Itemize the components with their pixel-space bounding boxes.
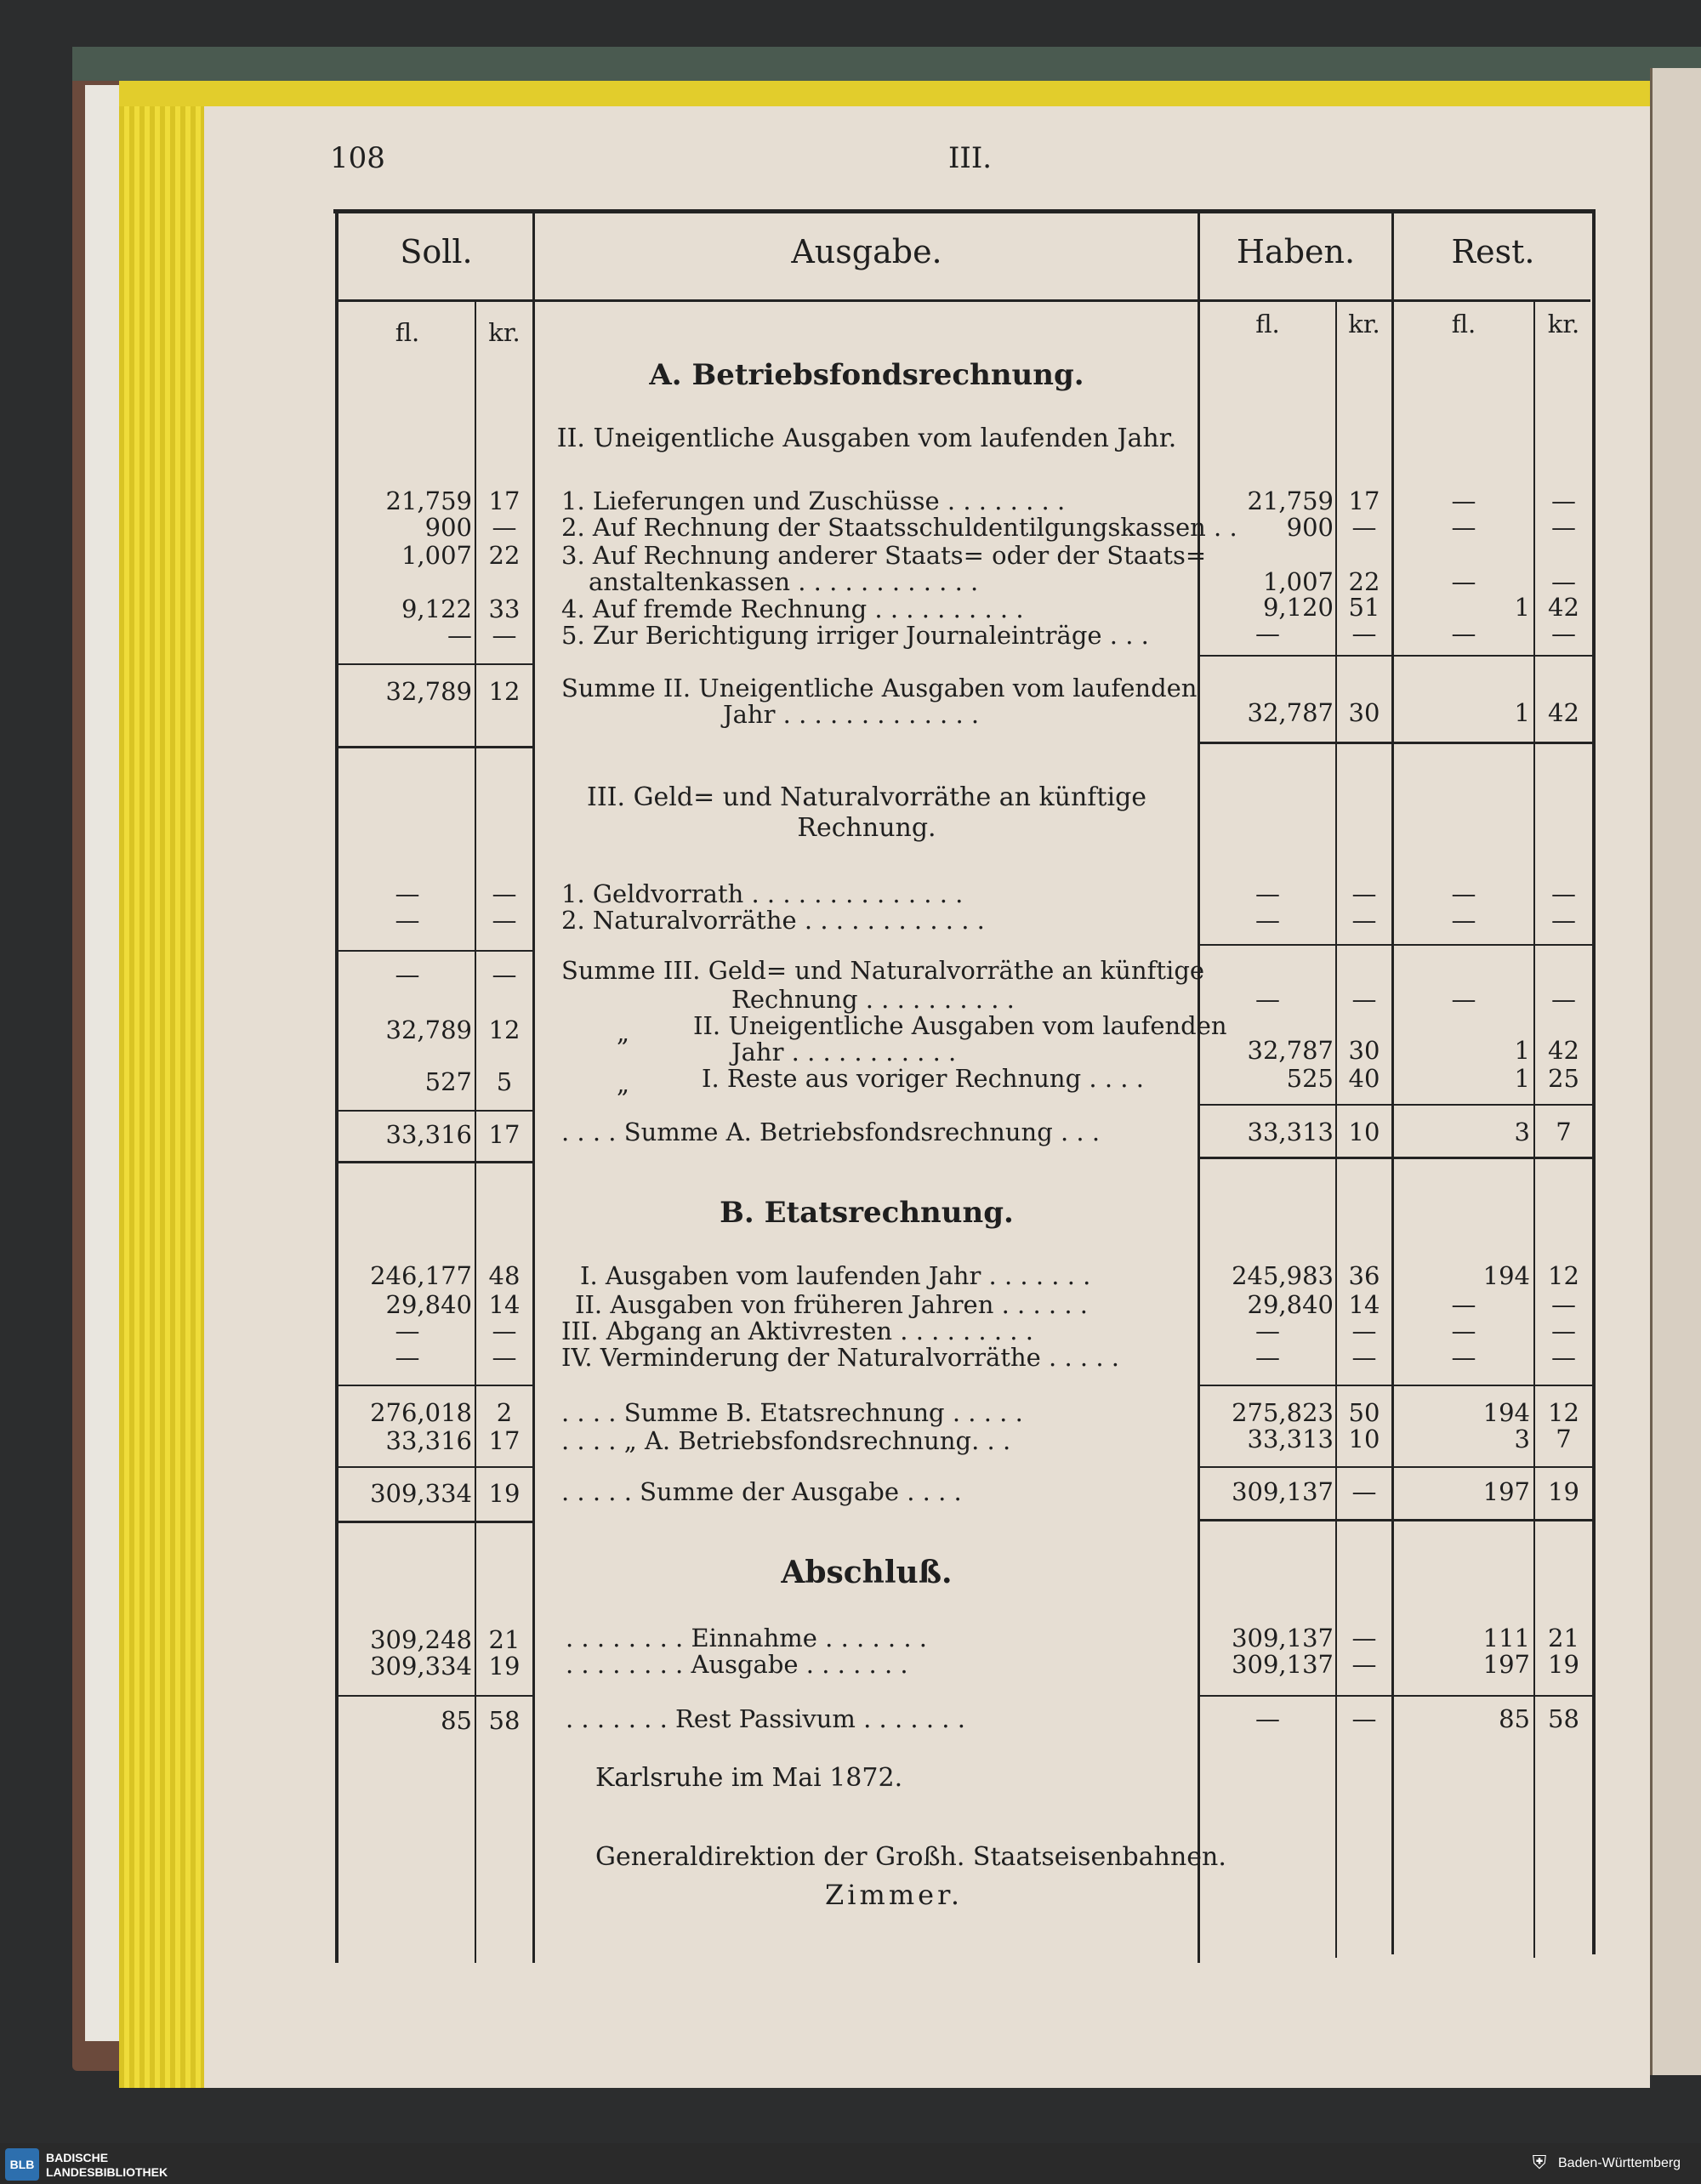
- soll-fl: 9,122: [401, 594, 472, 623]
- haben-fl: 309,137: [1232, 1477, 1334, 1506]
- soll-fl: —: [395, 1317, 420, 1345]
- row-label-cont: Jahr . . . . . . . . . . . . .: [723, 700, 980, 729]
- haben-fl: 525: [1286, 1064, 1334, 1093]
- row-label: . . . . . . . . Ausgabe . . . . . . .: [566, 1650, 908, 1679]
- soll-kr: —: [492, 1343, 517, 1372]
- rest-fl: 3: [1514, 1118, 1530, 1146]
- rule: [1200, 1695, 1592, 1697]
- rest-fl: 194: [1482, 1398, 1530, 1427]
- table-right-rule: [1592, 211, 1596, 1954]
- soll-kr: 14: [488, 1290, 521, 1319]
- soll-kr-unit: kr.: [488, 318, 521, 347]
- rule: [338, 1466, 532, 1468]
- row-label: III. Abgang an Aktivresten . . . . . . . . .: [561, 1317, 1033, 1345]
- rest-kr: 7: [1556, 1425, 1572, 1453]
- section-number: III.: [948, 141, 993, 175]
- ditto-mark: „: [617, 1069, 630, 1098]
- rest-fl: 3: [1514, 1425, 1530, 1453]
- rule: [338, 746, 532, 748]
- soll-fl: —: [395, 906, 420, 935]
- row-label: II. Uneigentliche Ausgaben vom laufenden: [693, 1011, 1227, 1040]
- haben-kr: —: [1351, 1317, 1377, 1345]
- haben-kr: —: [1351, 1343, 1377, 1372]
- haben-kr: 22: [1348, 567, 1380, 596]
- rule: [338, 1385, 532, 1386]
- row-label: 1. Lieferungen und Zuschüsse . . . . . . . .: [561, 486, 1066, 515]
- haben-fl: 245,983: [1232, 1261, 1334, 1290]
- section-a-title: A. Betriebsfondsrechnung.: [649, 358, 1084, 392]
- haben-kr: 10: [1348, 1118, 1380, 1146]
- row-label-cont: Rechnung . . . . . . . . . .: [731, 985, 1015, 1014]
- state-name: Baden-Württemberg: [1558, 2156, 1681, 2170]
- blb-logo: BLB: [5, 2148, 39, 2181]
- haben-kr: —: [1351, 513, 1377, 542]
- haben-fl: 33,313: [1247, 1425, 1334, 1453]
- rest-kr: —: [1551, 486, 1576, 515]
- haben-kr: —: [1351, 1704, 1377, 1733]
- soll-fl: 309,334: [370, 1479, 472, 1508]
- soll-fl: 276,018: [370, 1398, 472, 1427]
- rest-fl: —: [1451, 906, 1476, 935]
- rest-kr-unit: kr.: [1547, 310, 1580, 338]
- soll-kr: 21: [488, 1625, 521, 1654]
- soll-fl: 309,334: [370, 1652, 472, 1681]
- haben-fl: 33,313: [1247, 1118, 1334, 1146]
- haben-fl: —: [1255, 1317, 1280, 1345]
- soll-kr: 2: [496, 1398, 513, 1427]
- soll-kr: 17: [488, 486, 521, 515]
- rest-kr: —: [1551, 619, 1576, 648]
- row-label: II. Ausgaben von früheren Jahren . . . . . .: [575, 1290, 1089, 1319]
- page-edge-yellow: [119, 81, 213, 2088]
- rule: [1200, 1519, 1592, 1521]
- haben-kr-unit: kr.: [1348, 310, 1380, 338]
- haben-kr: —: [1351, 879, 1377, 908]
- header-rule: [338, 299, 1590, 302]
- soll-fl: 309,248: [370, 1625, 472, 1654]
- rest-header: Rest.: [1451, 233, 1535, 270]
- soll-kr: 17: [488, 1426, 521, 1455]
- soll-kr: —: [492, 1317, 517, 1345]
- soll-fl: 33,316: [385, 1120, 472, 1149]
- table-top-rule: [333, 209, 1596, 213]
- rest-fl: —: [1451, 985, 1476, 1014]
- haben-kr: 36: [1348, 1261, 1380, 1290]
- soll-kr: 17: [488, 1120, 521, 1149]
- haben-kr: 50: [1348, 1398, 1380, 1427]
- haben-fl: 309,137: [1232, 1624, 1334, 1652]
- soll-kr: 19: [488, 1479, 521, 1508]
- soll-kr: 33: [488, 594, 521, 623]
- haben-fl: 21,759: [1247, 486, 1334, 515]
- library-name-line1: BADISCHE: [46, 2151, 109, 2164]
- soll-fl: 32,789: [385, 1015, 472, 1044]
- haben-fl: 9,120: [1262, 593, 1334, 622]
- haben-kr: 30: [1348, 698, 1380, 727]
- soll-fl: 21,759: [385, 486, 472, 515]
- rest-kr: 25: [1548, 1064, 1579, 1093]
- soll-fl: —: [447, 621, 472, 650]
- soll-fl: 32,789: [385, 677, 472, 706]
- row-label: 1. Geldvorrath . . . . . . . . . . . . . .: [561, 879, 964, 908]
- book-spine-top: [72, 47, 1701, 81]
- haben-fl: 275,823: [1232, 1398, 1334, 1427]
- closing-title: Abschluß.: [781, 1555, 953, 1590]
- haben-fl: —: [1255, 879, 1280, 908]
- soll-fl: —: [395, 960, 420, 989]
- rest-fl: —: [1451, 567, 1476, 596]
- rest-fl: 1: [1514, 593, 1530, 622]
- haben-fl: 309,137: [1232, 1650, 1334, 1679]
- haben-fl: 32,787: [1247, 1036, 1334, 1065]
- haben-fl: —: [1255, 985, 1280, 1014]
- row-label: 3. Auf Rechnung anderer Staats= oder der Staats=: [561, 541, 1207, 570]
- haben-fl: —: [1255, 906, 1280, 935]
- section-b-title: B. Etatsrechnung.: [720, 1196, 1014, 1230]
- haben-kr: —: [1351, 1624, 1377, 1652]
- haben-fl: 29,840: [1247, 1290, 1334, 1319]
- rest-fl: 197: [1482, 1650, 1530, 1679]
- rest-kr: 42: [1548, 698, 1579, 727]
- row-label: I. Ausgaben vom laufenden Jahr . . . . . . .: [580, 1261, 1091, 1290]
- rule: [338, 1521, 532, 1523]
- row-label: . . . . „ A. Betriebsfondsrechnung. . .: [561, 1426, 1011, 1455]
- haben-fl: —: [1255, 1343, 1280, 1372]
- rule: [1200, 655, 1592, 657]
- rest-fl: —: [1451, 1343, 1476, 1372]
- haben-fl-unit: fl.: [1255, 310, 1280, 338]
- rest-kr: —: [1551, 1343, 1576, 1372]
- haben-kr: 30: [1348, 1036, 1380, 1065]
- rest-kr: 19: [1548, 1650, 1579, 1679]
- rest-kr: —: [1551, 906, 1576, 935]
- rest-fl-unit: fl.: [1451, 310, 1476, 338]
- rest-kr: —: [1551, 513, 1576, 542]
- soll-fl: 29,840: [385, 1290, 472, 1319]
- rest-kr: —: [1551, 985, 1576, 1014]
- row-label: 2. Auf Rechnung der Staatsschuldentilgungskassen . .: [561, 513, 1237, 542]
- section-a-subtitle-3: III. Geld= und Naturalvorräthe an künftige: [586, 782, 1147, 812]
- soll-fl: 900: [424, 513, 472, 542]
- row-label-cont: anstaltenkassen . . . . . . . . . . . .: [589, 567, 979, 596]
- soll-kr: 48: [488, 1261, 521, 1290]
- rest-fl: 85: [1499, 1704, 1530, 1733]
- row-label-cont: Jahr . . . . . . . . . . .: [731, 1038, 957, 1066]
- row-label: Summe III. Geld= und Naturalvorräthe an künftige: [561, 956, 1205, 985]
- row-label: 2. Naturalvorräthe . . . . . . . . . . . .: [561, 906, 985, 935]
- row-label: . . . . . . . Rest Passivum . . . . . . .: [566, 1704, 965, 1733]
- haben-kr: —: [1351, 619, 1377, 648]
- rest-fl: 197: [1482, 1477, 1530, 1506]
- rest-kr: —: [1551, 1317, 1576, 1345]
- soll-kr: 22: [488, 541, 521, 570]
- rest-fl: 1: [1514, 1036, 1530, 1065]
- issuing-authority: Generaldirektion der Großh. Staatseisenbahnen.: [595, 1842, 1226, 1872]
- rest-fl: —: [1451, 486, 1476, 515]
- haben-kr: 40: [1348, 1064, 1380, 1093]
- rest-fl: —: [1451, 513, 1476, 542]
- signatory: Zimmer.: [825, 1879, 964, 1911]
- rule: [1200, 944, 1592, 946]
- soll-kr: —: [492, 621, 517, 650]
- row-label: 5. Zur Berichtigung irriger Journaleinträge . . .: [561, 621, 1149, 650]
- row-label: . . . . . Summe der Ausgabe . . . .: [561, 1477, 962, 1506]
- soll-kr: —: [492, 513, 517, 542]
- book-page: [204, 106, 1650, 2088]
- haben-kr: —: [1351, 985, 1377, 1014]
- soll-kr: 19: [488, 1652, 521, 1681]
- haben-fl: 1,007: [1262, 567, 1334, 596]
- library-name: [46, 2151, 168, 2180]
- row-label: . . . . Summe B. Etatsrechnung . . . . .: [561, 1398, 1023, 1427]
- state-crest-icon: ⛨: [1532, 2153, 1547, 2174]
- rule: [1200, 1466, 1592, 1468]
- soll-fl: 1,007: [401, 541, 472, 570]
- section-a-subtitle-2: II. Uneigentliche Ausgaben vom laufenden Jahr.: [556, 424, 1177, 453]
- soll-fl: 85: [441, 1706, 472, 1735]
- rule: [338, 663, 532, 665]
- place-date: Karlsruhe im Mai 1872.: [595, 1763, 903, 1793]
- rest-kr: 19: [1548, 1477, 1579, 1506]
- rest-kr: 42: [1548, 1036, 1579, 1065]
- soll-fl: —: [395, 1343, 420, 1372]
- rule: [338, 950, 532, 952]
- soll-kr: 12: [488, 1015, 521, 1044]
- rest-kr: 58: [1548, 1704, 1579, 1733]
- rest-fl: —: [1451, 1317, 1476, 1345]
- soll-fl-unit: fl.: [395, 318, 420, 347]
- rest-kr: —: [1551, 879, 1576, 908]
- soll-fl: 246,177: [370, 1261, 472, 1290]
- rest-kr: 7: [1556, 1118, 1572, 1146]
- rest-fl: 194: [1482, 1261, 1530, 1290]
- page-edge-white: [85, 85, 119, 2041]
- ditto-mark: „: [617, 1018, 630, 1047]
- rule: [338, 1695, 532, 1697]
- library-name-line2: LANDESBIBLIOTHEK: [46, 2165, 168, 2179]
- haben-kr: 51: [1348, 593, 1380, 622]
- row-label: Summe II. Uneigentliche Ausgaben vom laufenden: [561, 674, 1198, 702]
- rest-kr: 12: [1548, 1261, 1579, 1290]
- soll-kr: —: [492, 879, 517, 908]
- rest-fl: —: [1451, 619, 1476, 648]
- haben-kr: —: [1351, 1650, 1377, 1679]
- row-label: . . . . Summe A. Betriebsfondsrechnung . . .: [561, 1118, 1101, 1146]
- haben-fl: —: [1255, 619, 1280, 648]
- soll-divider: [532, 211, 535, 1963]
- haben-header: Haben.: [1236, 233, 1356, 270]
- row-label: . . . . . . . . Einnahme . . . . . . .: [566, 1624, 927, 1652]
- rest-fl: 111: [1482, 1624, 1530, 1652]
- haben-fl: —: [1255, 1704, 1280, 1733]
- soll-header: Soll.: [400, 233, 473, 270]
- soll-kr: 5: [496, 1067, 513, 1096]
- page-number: 108: [330, 141, 385, 175]
- haben-kr: —: [1351, 1477, 1377, 1506]
- rule: [338, 1161, 532, 1163]
- facing-page: [1650, 68, 1701, 2075]
- haben-kr: 17: [1348, 486, 1380, 515]
- rest-fl: 1: [1514, 698, 1530, 727]
- soll-kr: —: [492, 960, 517, 989]
- page-edge-yellow-top: [119, 81, 1650, 106]
- haben-kr: 14: [1348, 1290, 1380, 1319]
- soll-fl: —: [395, 879, 420, 908]
- rest-fl: 1: [1514, 1064, 1530, 1093]
- rule: [338, 1110, 532, 1112]
- soll-kr: 12: [488, 677, 521, 706]
- soll-fl: 33,316: [385, 1426, 472, 1455]
- rest-kr: —: [1551, 567, 1576, 596]
- rest-kr: 12: [1548, 1398, 1579, 1427]
- rule: [1200, 742, 1592, 744]
- haben-fl: 900: [1286, 513, 1334, 542]
- rule: [1200, 1104, 1592, 1106]
- rest-fl: —: [1451, 1290, 1476, 1319]
- row-label: 4. Auf fremde Rechnung . . . . . . . . . .: [561, 594, 1024, 623]
- haben-kr: 10: [1348, 1425, 1380, 1453]
- soll-fl: 527: [424, 1067, 472, 1096]
- rule: [1200, 1385, 1592, 1386]
- rest-kr: 42: [1548, 593, 1579, 622]
- rule: [1200, 1157, 1592, 1159]
- rest-kr: —: [1551, 1290, 1576, 1319]
- ausgabe-header: Ausgabe.: [791, 233, 942, 270]
- footer-bar: [0, 2143, 1701, 2184]
- rest-kr: 21: [1548, 1624, 1579, 1652]
- row-label: I. Reste aus voriger Rechnung . . . .: [702, 1064, 1144, 1093]
- soll-kr: 58: [488, 1706, 521, 1735]
- rest-fl: —: [1451, 879, 1476, 908]
- haben-fl: 32,787: [1247, 698, 1334, 727]
- row-label: IV. Verminderung der Naturalvorräthe . . . . .: [561, 1343, 1120, 1372]
- section-a-subtitle-3b: Rechnung.: [797, 813, 936, 843]
- table-left-rule: [335, 211, 338, 1963]
- haben-kr: —: [1351, 906, 1377, 935]
- soll-kr: —: [492, 906, 517, 935]
